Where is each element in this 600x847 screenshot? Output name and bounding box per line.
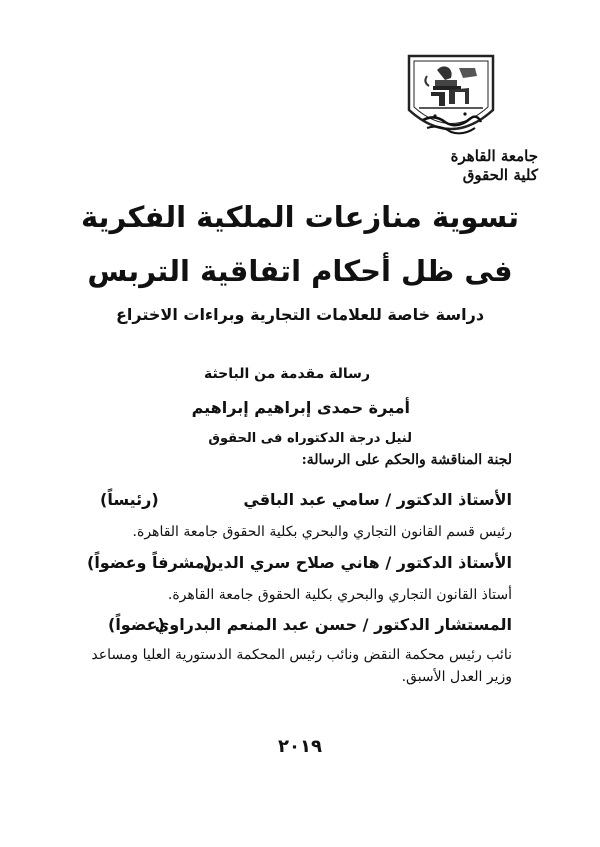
committee-member-description: أستاذ القانون التجاري والبحري بكلية الحقوق جامعة القاهرة. [167,587,512,603]
committee-member-role: (مشرفاً وعضواً) [87,553,212,572]
publication-year: ٢٠١٩ [278,736,322,757]
committee-member-name: المستشار الدكتور / حسن عبد المنعم البدراوي [154,615,512,634]
committee-member-name: الأستاذ الدكتور / سامي عبد الباقي [243,490,512,509]
committee-member-description: نائب رئيس محكمة النقض ونائب رئيس المحكمة الدستورية العليا ومساعد وزير العدل الأسبق. [91,647,512,685]
thesis-subtitle: دراسة خاصة للعلامات التجارية وبراءات الاختراع [115,305,485,324]
committee-heading: لجنة المناقشة والحكم على الرسالة: [301,452,512,468]
author-name: أميرة حمدى إبراهيم إبراهيم [191,398,410,417]
committee-member-name: الأستاذ الدكتور / هاني صلاح سري الدين [203,553,512,572]
cairo-university-logo [405,52,497,142]
institution-block [388,147,538,185]
presented-by-label: رسالة مقدمة من الباحثة [203,366,370,382]
university-seal-icon [405,52,497,142]
degree-statement: لنيل درجة الدكتوراه فى الحقوق [208,431,412,446]
thesis-title-line-1: تسوية منازعات الملكية الفكرية [80,200,520,234]
thesis-title-line-2: فى ظل أحكام اتفاقية التربس [87,254,513,288]
faculty-name: كلية الحقوق [462,166,538,184]
committee-member-description: رئيس قسم القانون التجاري والبحري بكلية الحقوق جامعة القاهرة. [132,524,512,540]
committee-member-role: (رئيساً) [100,490,159,509]
university-name: جامعة القاهرة [450,147,538,165]
committee-member-role: (عضواً) [108,615,165,634]
